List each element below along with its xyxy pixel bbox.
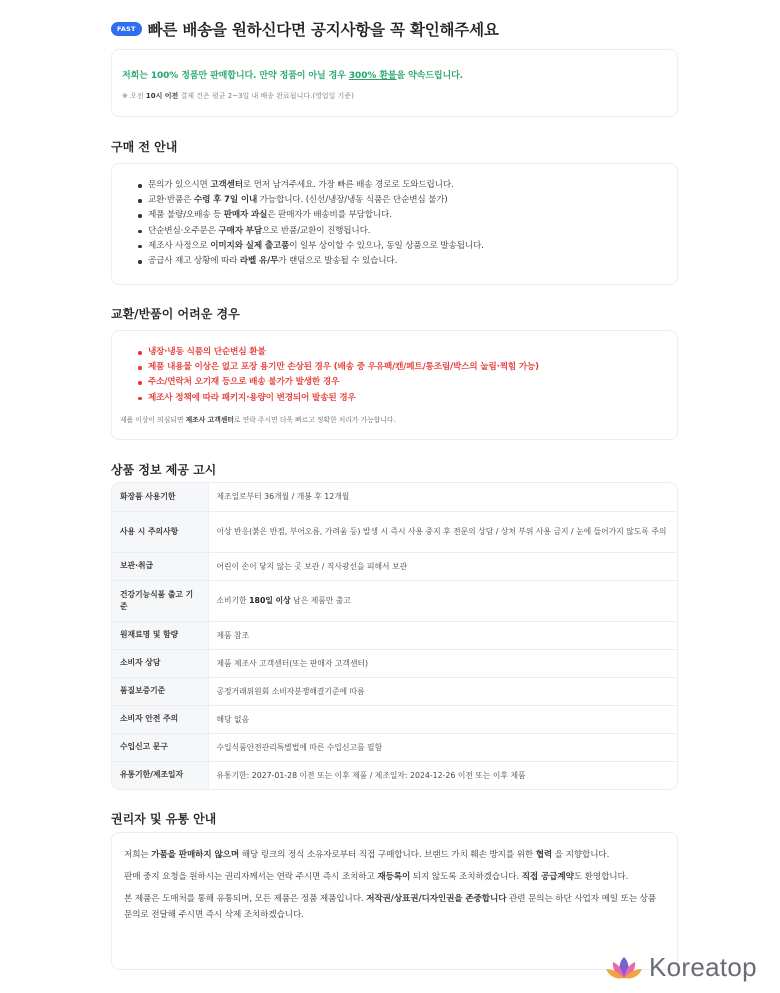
item-emphasis: 고객센터 — [210, 180, 243, 190]
exchange-note — [120, 414, 677, 424]
brand-logo — [604, 952, 757, 983]
row-label: 소비자 안전 주의 — [112, 705, 208, 733]
rights-text: 관련 문의는 하단 사업자 메일 또는 상품문의로 전달해 주시면 즉시 삭제 조치하겠습니다. — [124, 894, 657, 920]
value-text: 어린이 손이 닿지 않는 곳 보관 / 직사광선을 피해서 보관 — [216, 561, 408, 571]
item-text-suffix: 이 일부 상이할 수 있으나, 동일 상품으로 발송됩니다. — [289, 240, 484, 251]
fast-badge: FAST — [111, 22, 142, 36]
table-row — [112, 552, 677, 580]
item-text: 문의가 있으시면 — [148, 180, 211, 190]
row-label: 건강기능식품 출고 기준 — [112, 580, 208, 621]
guide-card — [111, 163, 678, 285]
exchange-item: 제조사 정책에 따라 패키지·용량이 변경되어 발송된 경우 — [138, 391, 677, 406]
value-text: 이상 반응(붉은 반점, 부어오름, 가려움 등) 발생 시 즉시 사용 중지 후 전문의 상담 / 상처 부위 사용 금지 / 눈에 들어가지 않도록 주의 — [216, 527, 667, 536]
info-card — [111, 482, 678, 790]
brand-name: Koreatop — [649, 952, 757, 982]
item-text-suffix: 으로 반품/교환이 진행됩니다. — [262, 225, 371, 236]
exchange-card — [111, 330, 678, 440]
table-row — [112, 677, 677, 705]
rights-paragraph — [124, 891, 659, 923]
item-text-suffix: 은 판매자가 배송비를 부담합니다. — [267, 210, 392, 221]
rights-text: 저희는 — [124, 850, 152, 860]
lotus-icon — [604, 954, 644, 982]
rights-emphasis: 직접 공급계약 — [521, 872, 574, 882]
item-text: 교환·반품은 — [148, 195, 194, 206]
rights-card — [111, 832, 678, 970]
info-section-title: 상품 정보 제공 고시 — [111, 463, 217, 477]
row-label: 품질보증기준 — [112, 677, 208, 705]
value-text: 소비기한 — [216, 596, 250, 605]
table-row — [112, 733, 677, 761]
header-banner — [111, 16, 499, 42]
rights-text: 되지 않도록 조치하겠습니다. — [410, 872, 522, 882]
delivery-emphasis: 10시 이전 — [145, 92, 179, 100]
item-emphasis: 라벨 유/무 — [239, 256, 279, 267]
rights-text: 판매 중지 요청을 원하시는 권리자께서는 연락 주시면 즉시 조치하고 — [124, 872, 378, 882]
value-text-suffix: 남은 제품만 출고 — [290, 596, 351, 605]
row-value — [208, 621, 677, 649]
rights-paragraph — [124, 869, 659, 885]
exchange-section-title: 교환/반품이 어려운 경우 — [111, 307, 240, 321]
guide-item — [138, 224, 677, 239]
item-text: 제품 불량/오배송 등 — [148, 210, 224, 221]
info-table — [112, 483, 677, 789]
item-text-suffix: 가능합니다. (신선/냉장/냉동 식품은 단순변심 불가) — [257, 195, 448, 206]
guide-item — [138, 208, 677, 223]
notice-text: 저희는 100% 정품만 판매합니다. 만약 정품이 아닐 경우 — [122, 71, 349, 81]
value-text: 수입식품안전관리특별법에 따른 수입신고를 필함 — [216, 742, 383, 752]
rights-emphasis: 가품을 판매하지 않으며 — [151, 850, 240, 860]
table-row — [112, 511, 677, 552]
rights-emphasis: 저작권/상표권/디자인권을 존중합니다 — [366, 894, 507, 904]
refund-emphasis: 300% 환불 — [348, 71, 397, 81]
value-text: 제품 제조사 고객센터(또는 판매자 고객센터) — [216, 658, 369, 668]
rights-text: 해당 링크의 정식 소유자로부터 직접 구매합니다. 브랜드 가치 훼손 방지를 위한 — [239, 850, 536, 860]
value-text: 공정거래위원회 소비자분쟁해결기준에 따름 — [216, 686, 365, 696]
note-text: 제품 이상이 의심되면 — [120, 415, 186, 424]
item-emphasis: 구매자 부담 — [218, 225, 262, 236]
value-text: 제조일로부터 36개월 / 개봉 후 12개월 — [216, 492, 350, 502]
row-value — [208, 580, 677, 621]
exchange-item: 주소/연락처 오기재 등으로 배송 불가가 발생한 경우 — [138, 375, 677, 390]
row-value — [208, 733, 677, 761]
note-text-suffix: 로 연락 주시면 더욱 빠르고 정확한 처리가 가능합니다. — [233, 415, 396, 424]
rights-text: 을 지향합니다. — [552, 850, 610, 860]
row-value — [208, 677, 677, 705]
table-row — [112, 705, 677, 733]
row-value — [208, 511, 677, 552]
value-text: 해당 없음 — [216, 714, 250, 724]
row-label: 사용 시 주의사항 — [112, 511, 208, 552]
row-value — [208, 649, 677, 677]
exchange-item: 냉장·냉동 식품의 단순변심 환불 — [138, 345, 677, 360]
item-emphasis: 이미지와 실제 출고품 — [210, 240, 290, 251]
rights-emphasis: 재등록이 — [377, 872, 411, 882]
notice-card — [111, 49, 678, 117]
item-text: 제조사 사정으로 — [148, 240, 211, 251]
table-row — [112, 483, 677, 511]
row-label: 화장품 사용기한 — [112, 483, 208, 511]
row-label: 유통기한/제조일자 — [112, 761, 208, 789]
row-label: 원재료명 및 함량 — [112, 621, 208, 649]
row-label: 수입신고 문구 — [112, 733, 208, 761]
item-text-suffix: 로 먼저 남겨주세요. 가장 빠른 배송 경로로 도와드립니다. — [242, 180, 454, 190]
guide-item — [138, 254, 677, 269]
item-text: 공급사 재고 상황에 따라 — [148, 256, 240, 267]
table-row — [112, 580, 677, 621]
item-text: 단순변심·오주문은 — [148, 225, 219, 236]
row-label: 소비자 상담 — [112, 649, 208, 677]
guide-section-title: 구매 전 안내 — [111, 140, 178, 154]
guide-item — [138, 178, 677, 193]
notice-text-suffix: 을 약속드립니다. — [396, 71, 464, 81]
item-text-suffix: 가 랜덤으로 발송될 수 있습니다. — [278, 256, 398, 267]
authenticity-notice — [122, 68, 667, 81]
delivery-text: ※ 오전 — [122, 92, 146, 100]
rights-text: 도 환영합니다. — [573, 872, 629, 882]
value-text: 유통기한: 2027-01-28 이전 또는 이후 제품 / 제조일자: 2024-12-26 이전 또는 이후 제품 — [216, 770, 526, 780]
table-row — [112, 761, 677, 789]
value-text: 제품 참조 — [216, 630, 250, 640]
table-row — [112, 621, 677, 649]
delivery-notice — [122, 91, 667, 101]
rights-text: 본 제품은 도매처를 통해 유통되며, 모든 제품은 정품 제품입니다. — [124, 894, 367, 904]
exchange-list — [138, 345, 677, 406]
guide-list — [138, 178, 677, 269]
exchange-item: 제품 내용물 이상은 없고 포장 용기만 손상된 경우 (배송 중 우유팩/캔/페트/통조림/박스의 눌림·찍힘 가능) — [138, 360, 677, 375]
rights-emphasis: 협력 — [535, 850, 553, 860]
row-value — [208, 761, 677, 789]
rights-paragraph — [124, 847, 659, 863]
value-emphasis: 180일 이상 — [249, 596, 291, 605]
item-emphasis: 수령 후 7일 이내 — [193, 195, 258, 206]
row-label: 보관·취급 — [112, 552, 208, 580]
page-title: 빠른 배송을 원하신다면 공지사항을 꼭 확인해주세요 — [147, 21, 499, 39]
row-value — [208, 552, 677, 580]
item-emphasis: 판매자 과실 — [223, 210, 268, 221]
note-emphasis: 제조사 고객센터 — [185, 415, 234, 424]
delivery-text-suffix: 결제 건은 평균 2~3일 내 배송 완료됩니다.(영업일 기준) — [178, 92, 354, 100]
guide-item — [138, 193, 677, 208]
rights-section-title: 권리자 및 유통 안내 — [111, 812, 217, 826]
table-row — [112, 649, 677, 677]
row-value — [208, 483, 677, 511]
guide-item — [138, 239, 677, 254]
row-value — [208, 705, 677, 733]
